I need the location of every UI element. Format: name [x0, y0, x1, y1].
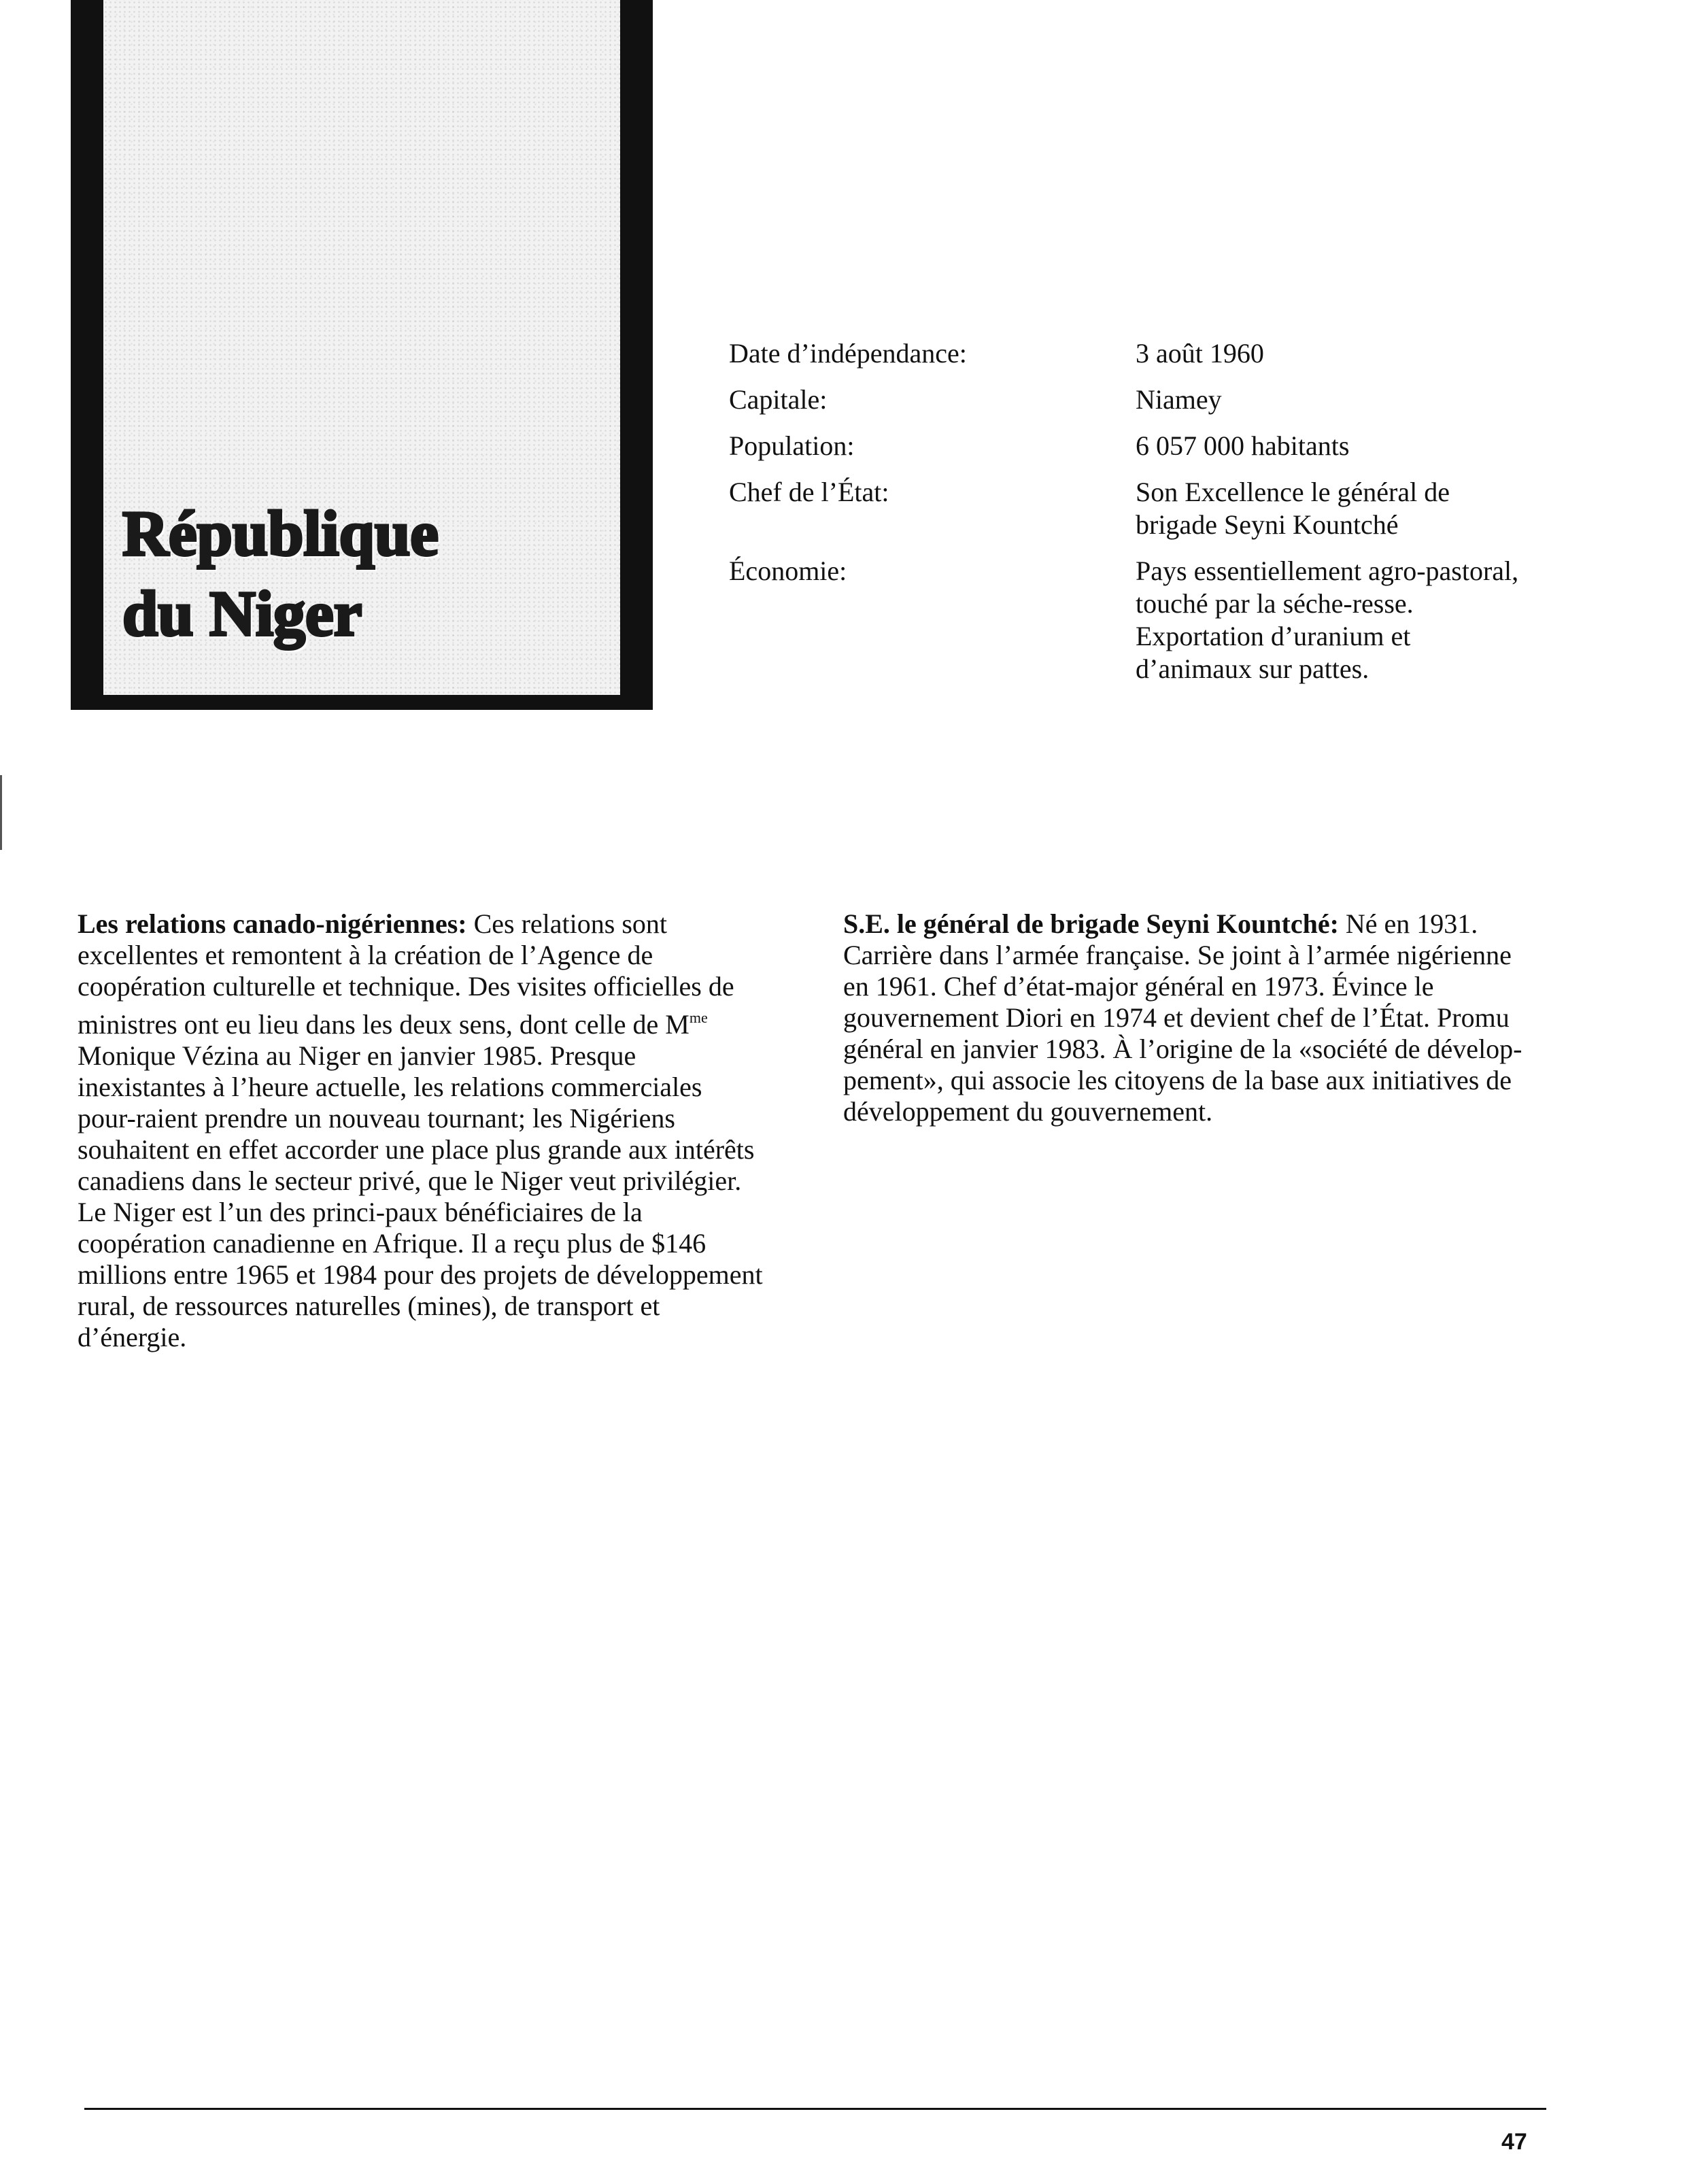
- fact-value: Niamey: [1136, 384, 1222, 415]
- fact-row-capital: [729, 383, 1545, 416]
- biography-text: Né en 1931. Carrière dans l’armée française. Se joint à l’armée nigérienne en 1961. Chef d’état-major général en 1973. Évince le gouvernement Diori en 1974 et devient chef de l’État. Promu général en janvier 1983. À l’origine de la «société de dévelop-pement», qui associe les citoyens de la base aux initiatives de développement du gouvernement.: [843, 908, 1522, 1127]
- fact-value: Pays essentiellement agro-pastoral, touché par la séche-resse. Exportation d’uranium et d’animaux sur pattes.: [1136, 556, 1519, 684]
- fact-row-population: [729, 430, 1545, 462]
- margin-mark: [0, 775, 2, 850]
- footer-rule: [84, 2108, 1546, 2110]
- relations-heading: Les relations canado-nigériennes:: [78, 908, 467, 939]
- fact-value: Son Excellence le général de brigade Seyni Kountché: [1136, 477, 1450, 540]
- country-title-line1: République: [122, 498, 439, 569]
- biography-column: [843, 908, 1523, 1127]
- fact-row-head-of-state: [729, 476, 1545, 541]
- relations-paragraph: [78, 908, 764, 1353]
- country-title: [122, 494, 439, 654]
- fact-row-economy: [729, 555, 1545, 685]
- fact-label: Date d’indépendance:: [729, 338, 967, 369]
- relations-text-part1: Ces relations sont excellentes et remontent à la création de l’Agence de coopération culturelle et technique. Des visites officielles de ministres ont eu lieu dans les deux sens, dont celle de M: [78, 908, 734, 1040]
- fact-label: Capitale:: [729, 384, 828, 415]
- relations-column: [78, 908, 764, 1353]
- fact-row-independence: [729, 337, 1545, 370]
- biography-paragraph: [843, 908, 1523, 1127]
- fact-label: Économie:: [729, 556, 847, 586]
- fact-label: Population:: [729, 430, 855, 461]
- fact-value: 6 057 000 habitants: [1136, 430, 1350, 461]
- biography-heading: S.E. le général de brigade Seyni Kountché:: [843, 908, 1339, 939]
- page-number: 47: [1501, 2129, 1527, 2155]
- fact-label: Chef de l’État:: [729, 477, 889, 507]
- country-facts-table: [729, 337, 1545, 699]
- fact-value: 3 août 1960: [1136, 338, 1264, 369]
- relations-superscript: me: [689, 1009, 708, 1026]
- country-title-line2: du Niger: [122, 579, 362, 649]
- relations-text-part2: Monique Vézina au Niger en janvier 1985. Presque inexistantes à l’heure actuelle, les relations commerciales pour-raient prendre un nouveau tournant; les Nigériens souhaitent en effet accorder une place plus grande aux intérêts canadiens dans le secteur privé, que le Niger veut privilégier. Le Niger est l’un des princi-paux bénéficiaires de la coopération canadienne en Afrique. Il a reçu plus de $146 millions entre 1965 et 1984 pour des projets de développement rural, de ressources naturelles (mines), de transport et d’énergie.: [78, 1040, 763, 1352]
